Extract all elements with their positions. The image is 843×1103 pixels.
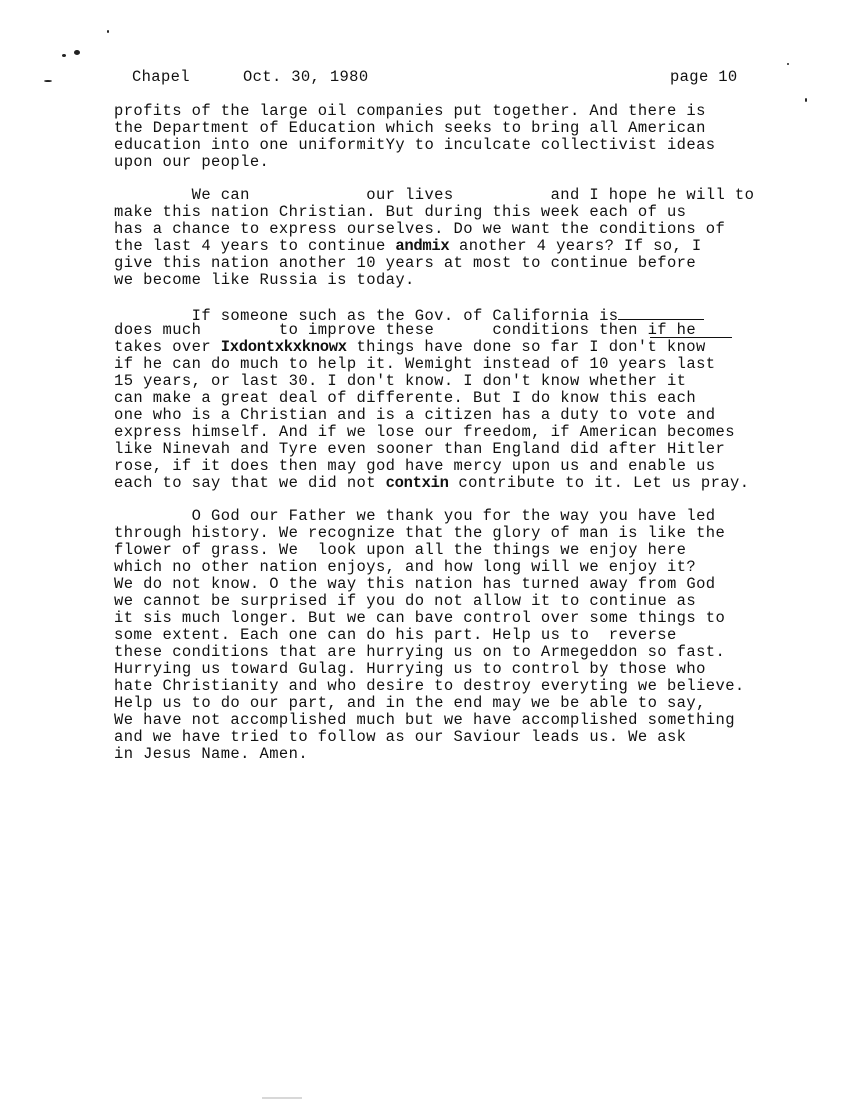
header-date: Oct. 30, 1980 <box>243 68 369 86</box>
text-line: it sis much longer. But we can bave control over some things to <box>114 609 726 627</box>
text-segment: things have done so far I don't know <box>346 338 706 356</box>
underline-mark <box>650 337 732 338</box>
header-chapel: Chapel <box>132 68 190 86</box>
text-line: can make a great deal of differente. But I do know this each <box>114 389 697 407</box>
text-segment: If someone such as the Gov. of California is <box>114 307 619 325</box>
text-line: the Department of Education which seeks to bring all American <box>114 119 706 137</box>
text-line: profits of the large oil companies put together. And there is <box>114 102 706 120</box>
text-line: make this nation Christian. But during this week each of us <box>114 203 687 221</box>
text-line: education into one uniformitYy to inculcate collectivist ideas <box>114 136 716 154</box>
ink-speck <box>107 30 109 33</box>
text-line <box>114 339 706 356</box>
text-line: We do not know. O the way this nation has turned away from God <box>114 575 716 593</box>
text-line: O God our Father we thank you for the way you have led <box>114 507 716 525</box>
text-line: does much to improve these conditions then if he <box>114 321 697 339</box>
ink-speck <box>44 80 52 82</box>
ink-speck <box>805 98 807 102</box>
text-line: Help us to do our part, and in the end may we be able to say, <box>114 694 706 712</box>
text-line: flower of grass. We look upon all the things we enjoy here <box>114 541 687 559</box>
text-line: 15 years, or last 30. I don't know. I don't know whether it <box>114 372 687 390</box>
page-header <box>132 68 743 88</box>
text-line: hate Christianity and who desire to destroy everyting we believe. <box>114 677 745 695</box>
ink-speck <box>787 63 789 65</box>
text-line: through history. We recognize that the glory of man is like the <box>114 524 726 542</box>
ink-speck <box>74 50 80 55</box>
text-segment: each to say that we did not <box>114 474 386 492</box>
text-line: we become like Russia is today. <box>114 271 415 289</box>
text-line: we cannot be surprised if you do not allow it to continue as <box>114 592 697 610</box>
text-line: one who is a Christian and is a citizen has a duty to vote and <box>114 406 716 424</box>
text-line: which no other nation enjoys, and how long will we enjoy it? <box>114 558 697 576</box>
text-line: some extent. Each one can do his part. Help us to reverse <box>114 626 677 644</box>
struck-out-text: Ixdontxkxknowx <box>220 338 347 356</box>
text-line: rose, if it does then may god have mercy upon us and enable us <box>114 457 716 475</box>
scan-mark <box>262 1097 302 1099</box>
text-line: express himself. And if we lose our freedom, if American becomes <box>114 423 735 441</box>
blank-underline <box>618 305 704 320</box>
text-line: these conditions that are hurrying us on to Armegeddon so fast. <box>114 643 726 661</box>
text-line: if he can do much to help it. Wemight instead of 10 years last <box>114 355 716 373</box>
text-line: upon our people. <box>114 153 270 171</box>
text-line: like Ninevah and Tyre even sooner than England did after Hitler <box>114 440 726 458</box>
text-line: and we have tried to follow as our Saviour leads us. We ask <box>114 728 687 746</box>
text-line: give this nation another 10 years at most to continue before <box>114 254 697 272</box>
header-page-number: page 10 <box>670 68 738 86</box>
text-line: Hurrying us toward Gulag. Hurrying us to control by those who <box>114 660 706 678</box>
text-line <box>114 475 749 492</box>
text-line: We can our lives and I hope he will to <box>114 186 755 204</box>
text-line: in Jesus Name. Amen. <box>114 745 309 763</box>
text-line: has a chance to express ourselves. Do we want the conditions of <box>114 220 726 238</box>
struck-out-text: andmix <box>395 237 450 255</box>
text-segment: takes over <box>114 338 221 356</box>
ink-speck <box>62 54 66 57</box>
text-segment: contribute to it. Let us pray. <box>448 474 750 492</box>
struck-out-text: contxin <box>385 474 449 492</box>
text-segment: the last 4 years to continue <box>114 237 396 255</box>
text-segment: another 4 years? If so, I <box>449 237 702 255</box>
text-line: We have not accomplished much but we have accomplished something <box>114 711 735 729</box>
text-line <box>114 238 702 255</box>
